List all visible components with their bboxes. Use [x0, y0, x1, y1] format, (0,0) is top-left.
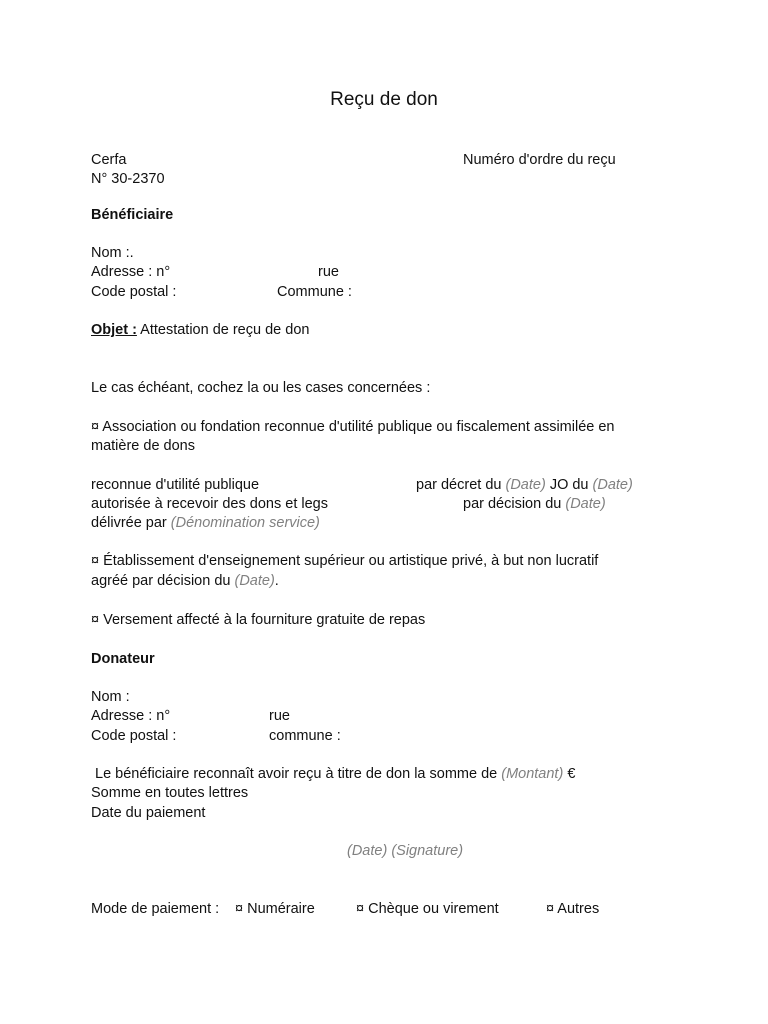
issued-label: délivrée par — [91, 515, 167, 531]
payment-date: Date du paiement — [91, 805, 206, 821]
option-association-line1: ¤ Association ou fondation reconnue d'utilité publique ou fiscalement assimilée en — [91, 419, 615, 435]
donor-address: Adresse : n° — [91, 708, 171, 724]
recognition-decision-line — [463, 495, 606, 514]
recognition-authorized: autorisée à recevoir des dons et legs — [91, 496, 328, 512]
recognition-issued-line — [91, 514, 320, 533]
option-association-line2: matière de dons — [91, 438, 195, 454]
payment-option-other[interactable]: ¤ Autres — [546, 901, 600, 917]
education-approved-label: agréé par décision du — [91, 573, 231, 589]
beneficiary-address: Adresse : n° — [91, 264, 171, 280]
beneficiary-town: Commune : — [277, 284, 352, 300]
signature-placeholder: (Date) (Signature) — [347, 843, 464, 859]
order-number-label: Numéro d'ordre du reçu — [463, 152, 616, 168]
beneficiary-postal-code: Code postal : — [91, 284, 177, 300]
option-education-line1: ¤ Établissement d'enseignement supérieur ou artistique privé, à but non lucratif — [91, 553, 599, 569]
payment-mode-label: Mode de paiement : — [91, 901, 220, 917]
donor-postal-code: Code postal : — [91, 728, 177, 744]
service-name: (Dénomination service) — [170, 515, 320, 531]
payment-option-cash[interactable]: ¤ Numéraire — [235, 901, 315, 917]
decree-date: (Date) — [505, 477, 546, 493]
object-label: Objet : — [91, 322, 137, 338]
beneficiary-street: rue — [318, 264, 339, 280]
amount-in-words: Somme en toutes lettres — [91, 785, 249, 801]
object-line — [91, 321, 309, 340]
donor-heading: Donateur — [91, 651, 155, 667]
receipt-line — [95, 765, 575, 784]
education-date: (Date) — [234, 573, 275, 589]
donor-town: commune : — [269, 728, 341, 744]
receipt-text: Le bénéficiaire reconnaît avoir reçu à titre de don la somme de — [95, 766, 498, 782]
education-period: . — [274, 573, 279, 589]
page-title: Reçu de don — [330, 89, 438, 110]
receipt-amount: (Montant) — [501, 766, 564, 782]
donor-street: rue — [269, 708, 290, 724]
donor-name: Nom : — [91, 689, 130, 705]
recognition-decree-line — [416, 476, 633, 495]
decision-date: (Date) — [565, 496, 606, 512]
option-meals: ¤ Versement affecté à la fourniture gratuite de repas — [91, 612, 426, 628]
decree-label: par décret du — [416, 477, 502, 493]
instructions-text: Le cas échéant, cochez la ou les cases concernées : — [91, 380, 431, 396]
cerfa-number: N° 30-2370 — [91, 171, 165, 187]
object-text: Attestation de reçu de don — [140, 322, 310, 338]
cerfa-label: Cerfa — [91, 152, 127, 168]
beneficiary-heading: Bénéficiaire — [91, 207, 174, 223]
recognition-utility: reconnue d'utilité publique — [91, 477, 260, 493]
beneficiary-name: Nom :. — [91, 245, 134, 261]
jo-date: (Date) — [592, 477, 633, 493]
option-education-line2 — [91, 572, 279, 591]
jo-label: JO du — [549, 477, 589, 493]
decision-label: par décision du — [463, 496, 562, 512]
payment-option-cheque[interactable]: ¤ Chèque ou virement — [356, 901, 499, 917]
receipt-currency: € — [567, 766, 576, 782]
